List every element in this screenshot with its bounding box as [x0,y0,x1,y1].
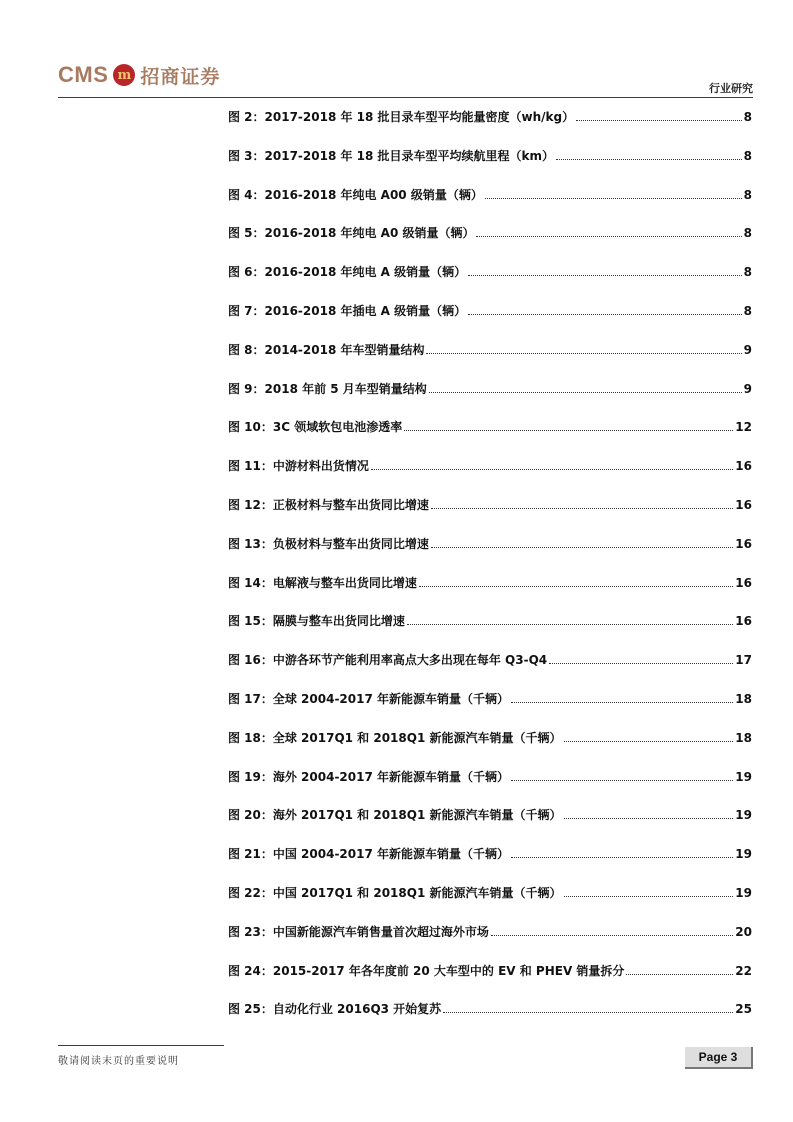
toc-entry-title: 图 3：2017-2018 年 18 批目录车型平均续航里程（km） [228,148,555,163]
toc-entry[interactable] [228,188,752,227]
dot-leader [511,847,733,858]
dot-leader [556,149,742,160]
toc-entry-page: 16 [735,497,752,512]
dot-leader [443,1002,733,1013]
dot-leader [476,226,741,237]
toc-entry[interactable] [228,459,752,498]
toc-entry-page: 19 [735,769,752,784]
dot-leader [426,343,741,354]
dot-leader [564,808,734,819]
toc-entry-title: 图 17：全球 2004-2017 年新能源车销量（千辆） [228,691,510,706]
dot-leader [491,925,733,936]
header-divider [58,97,753,98]
toc-entry-title: 图 21：中国 2004-2017 年新能源车销量（千辆） [228,847,510,862]
toc-entry[interactable] [228,770,752,809]
logo-chinese-name: 招商证券 [140,65,221,88]
toc-entry[interactable] [228,576,752,615]
dot-leader [429,382,742,393]
dot-leader [511,770,733,781]
figure-list [228,110,752,1041]
toc-entry-title: 图 10：3C 领域软包电池渗透率 [228,420,403,435]
dot-leader [485,188,742,199]
toc-entry-page: 8 [743,187,752,202]
toc-entry-page: 8 [743,148,752,163]
toc-entry[interactable] [228,420,752,459]
toc-entry-page: 8 [743,265,752,280]
logo-text: CMS [58,62,109,87]
dot-leader [431,537,733,548]
toc-entry-title: 图 19：海外 2004-2017 年新能源车销量（千辆） [228,769,510,784]
dot-leader [404,420,733,431]
toc-entry-title: 图 9：2018 年前 5 月车型销量结构 [228,381,427,396]
dot-leader [549,653,733,664]
toc-entry-page: 12 [735,420,752,435]
page-number: Page 3 [685,1047,753,1069]
toc-entry-title: 图 2：2017-2018 年 18 批目录车型平均能量密度（wh/kg） [228,110,575,124]
toc-entry-title: 图 12：正极材料与整车出货同比增速 [228,497,429,512]
dot-leader [564,886,734,897]
toc-entry[interactable] [228,886,752,925]
toc-entry-title: 图 25：自动化行业 2016Q3 开始复苏 [228,1002,442,1017]
toc-entry[interactable] [228,382,752,421]
toc-entry-title: 图 24：2015-2017 年各年度前 20 大车型中的 EV 和 PHEV 销量拆分 [228,963,625,978]
toc-entry[interactable] [228,110,752,149]
dot-leader [371,459,733,470]
toc-entry[interactable] [228,343,752,382]
toc-entry-page: 16 [735,459,752,474]
toc-entry[interactable] [228,692,752,731]
toc-entry-title: 图 18：全球 2017Q1 和 2018Q1 新能源汽车销量（千辆） [228,730,562,745]
dot-leader [576,110,742,121]
disclaimer-notice: 敬请阅读末页的重要说明 [58,1056,179,1067]
toc-entry-page: 17 [735,653,752,668]
dot-leader [564,731,734,742]
toc-entry[interactable] [228,731,752,770]
toc-entry-title: 图 16：中游各环节产能利用率高点大多出现在每年 Q3-Q4 [228,653,548,668]
dot-leader [407,614,733,625]
toc-entry[interactable] [228,149,752,188]
toc-entry-page: 9 [743,342,752,357]
toc-entry[interactable] [228,304,752,343]
toc-entry-page: 20 [735,924,752,939]
dot-leader [468,265,742,276]
toc-entry-title: 图 14：电解液与整车出货同比增速 [228,575,417,590]
toc-entry-title: 图 20：海外 2017Q1 和 2018Q1 新能源汽车销量（千辆） [228,808,562,823]
toc-entry-title: 图 15：隔膜与整车出货同比增速 [228,614,405,629]
toc-entry[interactable] [228,498,752,537]
toc-entry-page: 18 [735,730,752,745]
toc-entry[interactable] [228,537,752,576]
dot-leader [419,576,733,587]
toc-entry-page: 16 [735,536,752,551]
footer-divider [58,1045,224,1046]
dot-leader [468,304,742,315]
toc-entry-title: 图 8：2014-2018 年车型销量结构 [228,342,425,357]
toc-entry[interactable] [228,847,752,886]
toc-entry-title: 图 5：2016-2018 年纯电 A0 级销量（辆） [228,226,475,241]
toc-entry[interactable] [228,265,752,304]
toc-entry-page: 8 [743,110,752,124]
toc-entry[interactable] [228,1002,752,1041]
toc-entry-title: 图 13：负极材料与整车出货同比增速 [228,536,429,551]
toc-entry-page: 19 [735,808,752,823]
toc-entry[interactable] [228,653,752,692]
dot-leader [626,964,733,975]
toc-entry-page: 8 [743,303,752,318]
toc-entry[interactable] [228,925,752,964]
toc-entry-page: 18 [735,691,752,706]
toc-entry-page: 19 [735,885,752,900]
toc-entry[interactable] [228,226,752,265]
toc-entry-title: 图 11：中游材料出货情况 [228,459,369,474]
toc-entry[interactable] [228,614,752,653]
toc-entry-page: 16 [735,575,752,590]
toc-entry-page: 8 [743,226,752,241]
brand-logo [58,60,220,90]
dot-leader [511,692,733,703]
toc-entry-title: 图 6：2016-2018 年纯电 A 级销量（辆） [228,265,467,280]
toc-entry-title: 图 22：中国 2017Q1 和 2018Q1 新能源汽车销量（千辆） [228,885,562,900]
report-category: 行业研究 [709,82,753,95]
logo-emblem-icon: m [113,64,135,86]
toc-entry-page: 22 [735,963,752,978]
dot-leader [431,498,733,509]
toc-entry-page: 25 [735,1002,752,1017]
toc-entry-title: 图 4：2016-2018 年纯电 A00 级销量（辆） [228,187,483,202]
toc-entry-title: 图 23：中国新能源汽车销售量首次超过海外市场 [228,924,489,939]
toc-entry-page: 9 [743,381,752,396]
toc-entry-page: 19 [735,847,752,862]
toc-entry-title: 图 7：2016-2018 年插电 A 级销量（辆） [228,303,467,318]
toc-entry[interactable] [228,964,752,1003]
toc-entry-page: 16 [735,614,752,629]
toc-entry[interactable] [228,808,752,847]
